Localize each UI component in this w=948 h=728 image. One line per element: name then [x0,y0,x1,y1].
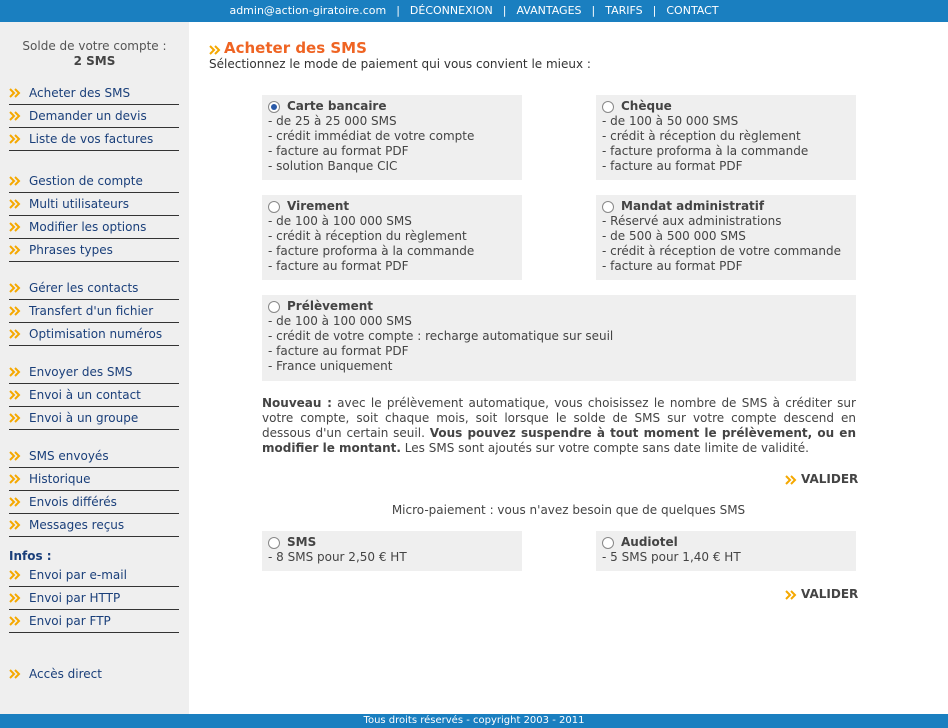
sidebar-item[interactable] [9,128,179,151]
double-arrow-icon [209,45,223,55]
double-arrow-icon [9,222,23,232]
double-arrow-icon [9,413,23,423]
sidebar-item-label: Optimisation numéros [29,327,163,341]
separator: | [652,4,657,17]
page-subtitle: Sélectionnez le mode de paiement qui vous convient le mieux : [209,57,591,71]
sidebar-item-label: Demander un devis [29,109,147,123]
menu-group [9,361,179,430]
advantages-link[interactable]: AVANTAGES [516,4,582,17]
option-detail: - Réservé aux administrations [602,214,782,228]
option-detail: - crédit à réception du règlement [268,229,467,243]
option-detail: - 5 SMS pour 1,40 € HT [602,550,741,564]
option-detail: - de 25 à 25 000 SMS [268,114,397,128]
menu-group [9,170,179,262]
sidebar-item-label: Acheter des SMS [29,86,131,100]
option-detail: - solution Banque CIC [268,159,398,173]
sidebar-item-label: Liste de vos factures [29,132,154,146]
option-detail: - facture au format PDF [602,159,743,173]
sidebar-item[interactable] [9,277,179,300]
double-arrow-icon [9,593,23,603]
sidebar-item-label: Transfert d'un fichier [29,304,154,318]
note-text-1: avec le prélèvement automatique, vous choisissez le nombre de SMS à créditer sur votre compte, soit chaque mois, soit lorsque le solde de SMS sur votre compte descend en dessous d'un certain seuil. [262,396,856,440]
infos-menu [9,564,179,633]
validate-label: VALIDER [801,587,859,601]
sidebar-item-label: Gérer les contacts [29,281,139,295]
option-detail: - crédit immédiat de votre compte [268,129,475,143]
option-name: Virement [287,199,350,213]
radio-button[interactable] [602,101,614,113]
menu-group [9,82,179,151]
sidebar-item[interactable] [9,216,179,239]
double-arrow-icon [9,283,23,293]
option-detail: - crédit de votre compte : recharge automatique sur seuil [268,329,614,343]
payment-option[interactable] [262,295,856,381]
option-name: Audiotel [621,535,678,549]
validate-button-1[interactable] [785,472,858,486]
double-arrow-icon [9,329,23,339]
option-detail: - crédit à réception du règlement [602,129,801,143]
double-arrow-icon [9,390,23,400]
sidebar-item[interactable] [9,323,179,346]
option-name: SMS [287,535,317,549]
sidebar-item-label: Modifier les options [29,220,147,234]
sidebar-item[interactable] [9,193,179,216]
pricing-link[interactable]: TARIFS [605,4,643,17]
sidebar-item-label: SMS envoyés [29,449,109,463]
payment-option[interactable] [596,95,856,180]
double-arrow-icon [9,497,23,507]
direct-access-link[interactable] [9,663,102,685]
payment-option[interactable] [262,531,522,571]
infos-item-label: Envoi par HTTP [29,591,121,605]
option-detail: - 8 SMS pour 2,50 € HT [268,550,407,564]
sidebar-item-label: Messages reçus [29,518,125,532]
double-arrow-icon [9,520,23,530]
balance-label: Solde de votre compte : [22,39,167,53]
sidebar-item[interactable] [9,384,179,407]
double-arrow-icon [785,590,799,600]
option-detail: - facture au format PDF [268,144,409,158]
option-header [602,535,850,550]
double-arrow-icon [9,199,23,209]
logout-link[interactable]: DÉCONNEXION [409,4,493,17]
sidebar-item-label: Envoi à un contact [29,388,141,402]
main-content [189,22,948,714]
sidebar-item[interactable] [9,361,179,384]
radio-button[interactable] [268,301,280,313]
top-navigation-bar [0,0,948,22]
double-arrow-icon [9,570,23,580]
balance-value: 2 SMS [73,54,116,68]
double-arrow-icon [785,475,799,485]
option-detail: - facture proforma à la commande [602,144,809,158]
option-header [268,199,516,214]
sidebar-item[interactable] [9,491,179,514]
double-arrow-icon [9,669,23,679]
option-detail: - de 100 à 100 000 SMS [268,214,412,228]
sidebar-item-label: Multi utilisateurs [29,197,129,211]
option-name: Mandat administratif [621,199,765,213]
direct-debit-note [262,396,856,456]
account-email-link[interactable]: admin@action-giratoire.com [229,4,387,17]
validate-button-2[interactable] [785,587,858,601]
radio-button[interactable] [268,101,280,113]
payment-option[interactable] [262,195,522,280]
separator: | [591,4,596,17]
option-detail: - France uniquement [268,359,393,373]
option-header [602,199,850,214]
radio-button[interactable] [602,537,614,549]
infos-item[interactable] [9,587,179,610]
option-name: Chèque [621,99,672,113]
double-arrow-icon [9,306,23,316]
note-lead: Nouveau : [262,396,332,410]
sidebar-item[interactable] [9,105,179,128]
sidebar-item-label: Phrases types [29,243,113,257]
option-detail: - crédit à réception de votre commande [602,244,841,258]
radio-button[interactable] [268,537,280,549]
payment-option[interactable] [596,195,856,280]
double-arrow-icon [9,616,23,626]
infos-item-label: Envoi par FTP [29,614,111,628]
infos-item[interactable] [9,564,179,587]
double-arrow-icon [9,367,23,377]
double-arrow-icon [9,176,23,186]
page-title-text: Acheter des SMS [224,39,367,57]
double-arrow-icon [9,451,23,461]
radio-button[interactable] [268,201,280,213]
menu-group [9,445,179,537]
sidebar-item[interactable] [9,300,179,323]
option-name: Carte bancaire [287,99,387,113]
option-name: Prélèvement [287,299,373,313]
contact-link[interactable]: CONTACT [666,4,719,17]
infos-item[interactable] [9,610,179,633]
option-header [268,299,850,314]
micro-payment-text: Micro-paiement : vous n'avez besoin que de quelques SMS [391,503,746,517]
note-bold: Vous pouvez suspendre à tout moment le prélèvement, ou en modifier le montant. [262,426,856,455]
option-detail: - de 100 à 50 000 SMS [602,114,739,128]
note-text-2: Les SMS sont ajoutés sur votre compte sans date limite de validité. [400,441,809,455]
option-detail: - de 500 à 500 000 SMS [602,229,746,243]
separator: | [502,4,507,17]
payment-option[interactable] [596,531,856,571]
radio-button[interactable] [602,201,614,213]
option-detail: - facture au format PDF [602,259,743,273]
double-arrow-icon [9,88,23,98]
validate-label: VALIDER [801,472,859,486]
option-header [268,535,516,550]
double-arrow-icon [9,111,23,121]
sidebar-item[interactable] [9,239,179,262]
sidebar-item-label: Historique [29,472,91,486]
sidebar-item[interactable] [9,407,179,430]
separator: | [396,4,400,17]
option-header [268,99,516,114]
sidebar-item-label: Envois différés [29,495,117,509]
infos-heading: Infos : [9,549,52,563]
payment-option[interactable] [262,95,522,180]
sidebar-item-label: Gestion de compte [29,174,143,188]
sidebar-item-label: Envoi à un groupe [29,411,139,425]
option-detail: - facture au format PDF [268,259,409,273]
sidebar-item[interactable] [9,170,179,193]
footer: Tous droits réservés - copyright 2003 - 2011 [0,714,948,728]
double-arrow-icon [9,245,23,255]
sidebar-item[interactable] [9,468,179,491]
double-arrow-icon [9,134,23,144]
direct-access-label: Accès direct [29,667,102,681]
sidebar-item[interactable] [9,445,179,468]
menu-group [9,277,179,346]
double-arrow-icon [9,474,23,484]
account-balance [0,22,189,69]
infos-item-label: Envoi par e-mail [29,568,127,582]
option-detail: - facture au format PDF [268,344,409,358]
sidebar [0,22,189,714]
sidebar-item[interactable] [9,82,179,105]
sidebar-item[interactable] [9,514,179,537]
page-title [209,39,367,57]
option-detail: - facture proforma à la commande [268,244,475,258]
sidebar-item-label: Envoyer des SMS [29,365,133,379]
option-detail: - de 100 à 100 000 SMS [268,314,412,328]
option-header [602,99,850,114]
